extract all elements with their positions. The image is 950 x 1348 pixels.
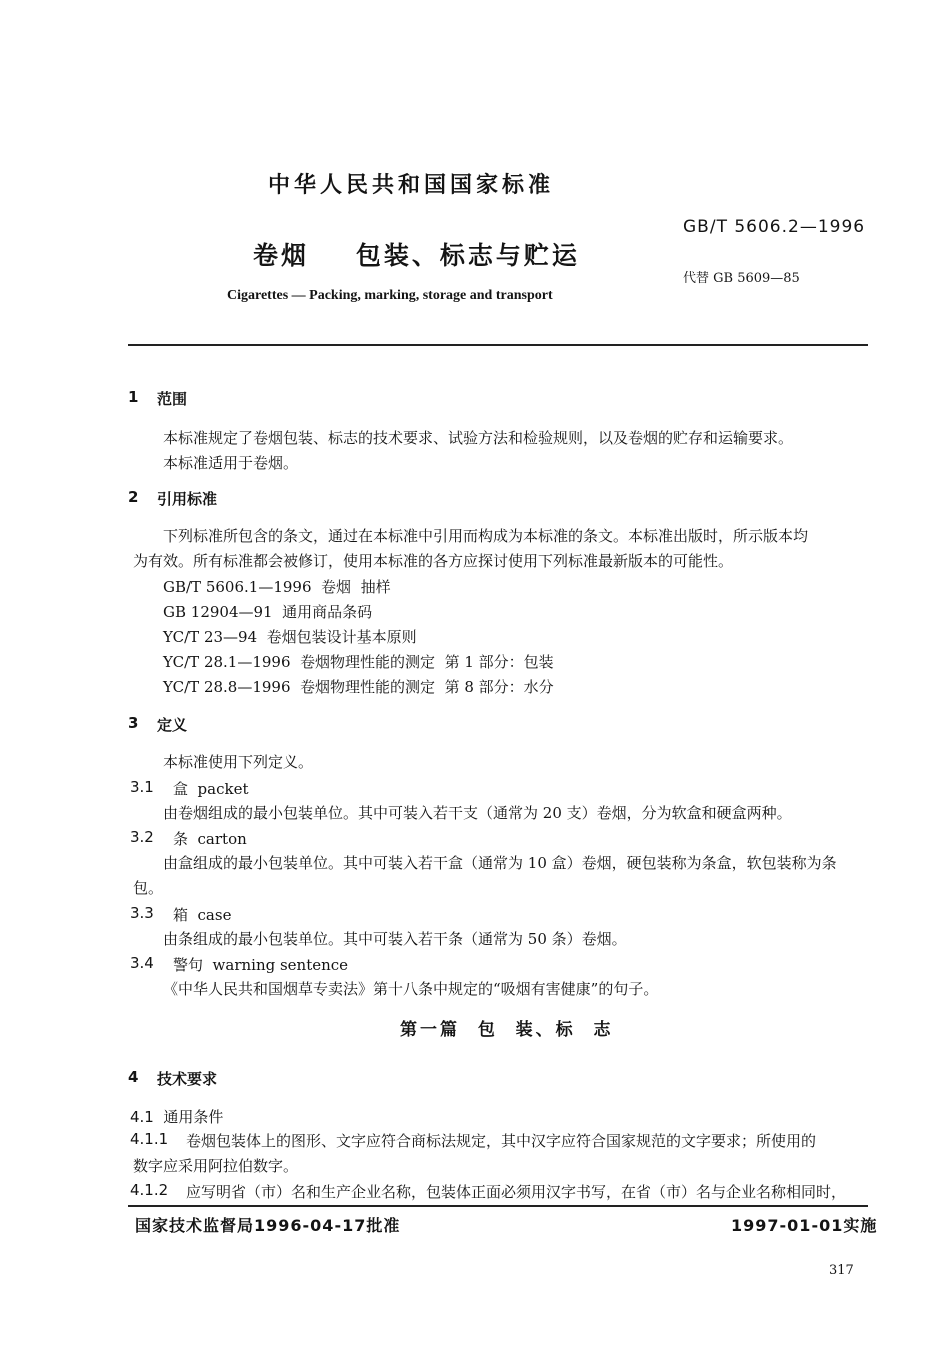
reference-item: YC/T 28.1—1996 卷烟物理性能的测定 第 1 部分：包装 [163, 653, 554, 671]
clause-number: 4.1.2 [130, 1181, 169, 1199]
section-2-title: 引用标准 [157, 490, 218, 508]
section-2-paragraph-line-2: 为有效。所有标准都会被修订，使用本标准的各方应探讨使用下列标准最新版本的可能性。 [133, 552, 734, 570]
definition-number: 3.3 [130, 904, 154, 922]
clause-text: 应写明省（市）名和生产企业名称，包装体正面必须用汉字书写，在省（市）名与企业名称相同时， [186, 1183, 847, 1201]
footer-divider [128, 1205, 868, 1207]
replaces-standard: 代替 GB 5609—85 [683, 271, 800, 286]
approval-line: 国家技术监督局1996-04-17批准 [135, 1216, 401, 1235]
implementation-date: 1997-01-01实施 [731, 1216, 878, 1235]
definition-term: 盒 packet [173, 780, 249, 798]
document-title-cn: 卷烟 包装、标志与贮运 [253, 241, 580, 270]
clause-text-continued: 数字应采用阿拉伯数字。 [133, 1157, 299, 1175]
definition-number: 3.1 [130, 778, 154, 796]
definition-text: 由盒组成的最小包装单位。其中可装入若干盒（通常为 10 盒）卷烟，硬包装称为条盒，软包装称为条 [163, 854, 837, 872]
standard-code: GB/T 5606.2—1996 [683, 217, 866, 237]
section-2-number: 2 [128, 488, 139, 506]
header-divider [128, 344, 868, 346]
reference-item: YC/T 28.8—1996 卷烟物理性能的测定 第 8 部分：水分 [163, 678, 554, 696]
section-3-title: 定义 [157, 716, 188, 734]
definition-text-continued: 包。 [133, 879, 164, 897]
reference-item: YC/T 23—94 卷烟包装设计基本原则 [163, 628, 417, 646]
definition-text: 由条组成的最小包装单位。其中可装入若干条（通常为 50 条）卷烟。 [163, 930, 627, 948]
section-4-number: 4 [128, 1068, 139, 1086]
document-title-en: Cigarettes — Packing, marking, storage and transport [227, 288, 553, 303]
national-standard-heading: 中华人民共和国国家标准 [268, 173, 555, 198]
reference-item: GB/T 5606.1—1996 卷烟 抽样 [163, 578, 391, 596]
definition-term: 条 carton [173, 830, 247, 848]
section-1-number: 1 [128, 388, 139, 406]
section-4-title: 技术要求 [157, 1070, 218, 1088]
section-1-paragraph-1: 本标准规定了卷烟包装、标志的技术要求、试验方法和检验规则，以及卷烟的贮存和运输要求。 [163, 429, 794, 447]
definition-term: 箱 case [173, 906, 232, 924]
clause-text: 卷烟包装体上的图形、文字应符合商标法规定，其中汉字应符合国家规范的文字要求；所使用的 [186, 1132, 817, 1150]
reference-item: GB 12904—91 通用商品条码 [163, 603, 373, 621]
definition-number: 3.4 [130, 954, 154, 972]
definition-number: 3.2 [130, 828, 154, 846]
part-heading: 第一篇 包 装、标 志 [400, 1020, 614, 1040]
section-1-paragraph-2: 本标准适用于卷烟。 [163, 454, 299, 472]
section-3-intro: 本标准使用下列定义。 [163, 753, 314, 771]
definition-text: 《中华人民共和国烟草专卖法》第十八条中规定的“吸烟有害健康”的句子。 [163, 980, 659, 998]
definition-text: 由卷烟组成的最小包装单位。其中可装入若干支（通常为 20 支）卷烟，分为软盒和硬盒两种。 [163, 804, 792, 822]
definition-term: 警句 warning sentence [173, 956, 349, 974]
section-3-number: 3 [128, 714, 139, 732]
page-number: 317 [829, 1263, 854, 1278]
clause-number: 4.1.1 [130, 1130, 169, 1148]
section-2-paragraph-line-1: 下列标准所包含的条文，通过在本标准中引用而构成为本标准的条文。本标准出版时，所示版本均 [163, 527, 809, 545]
subsection-4-1: 4.1 通用条件 [130, 1108, 224, 1126]
section-1-title: 范围 [157, 390, 188, 408]
